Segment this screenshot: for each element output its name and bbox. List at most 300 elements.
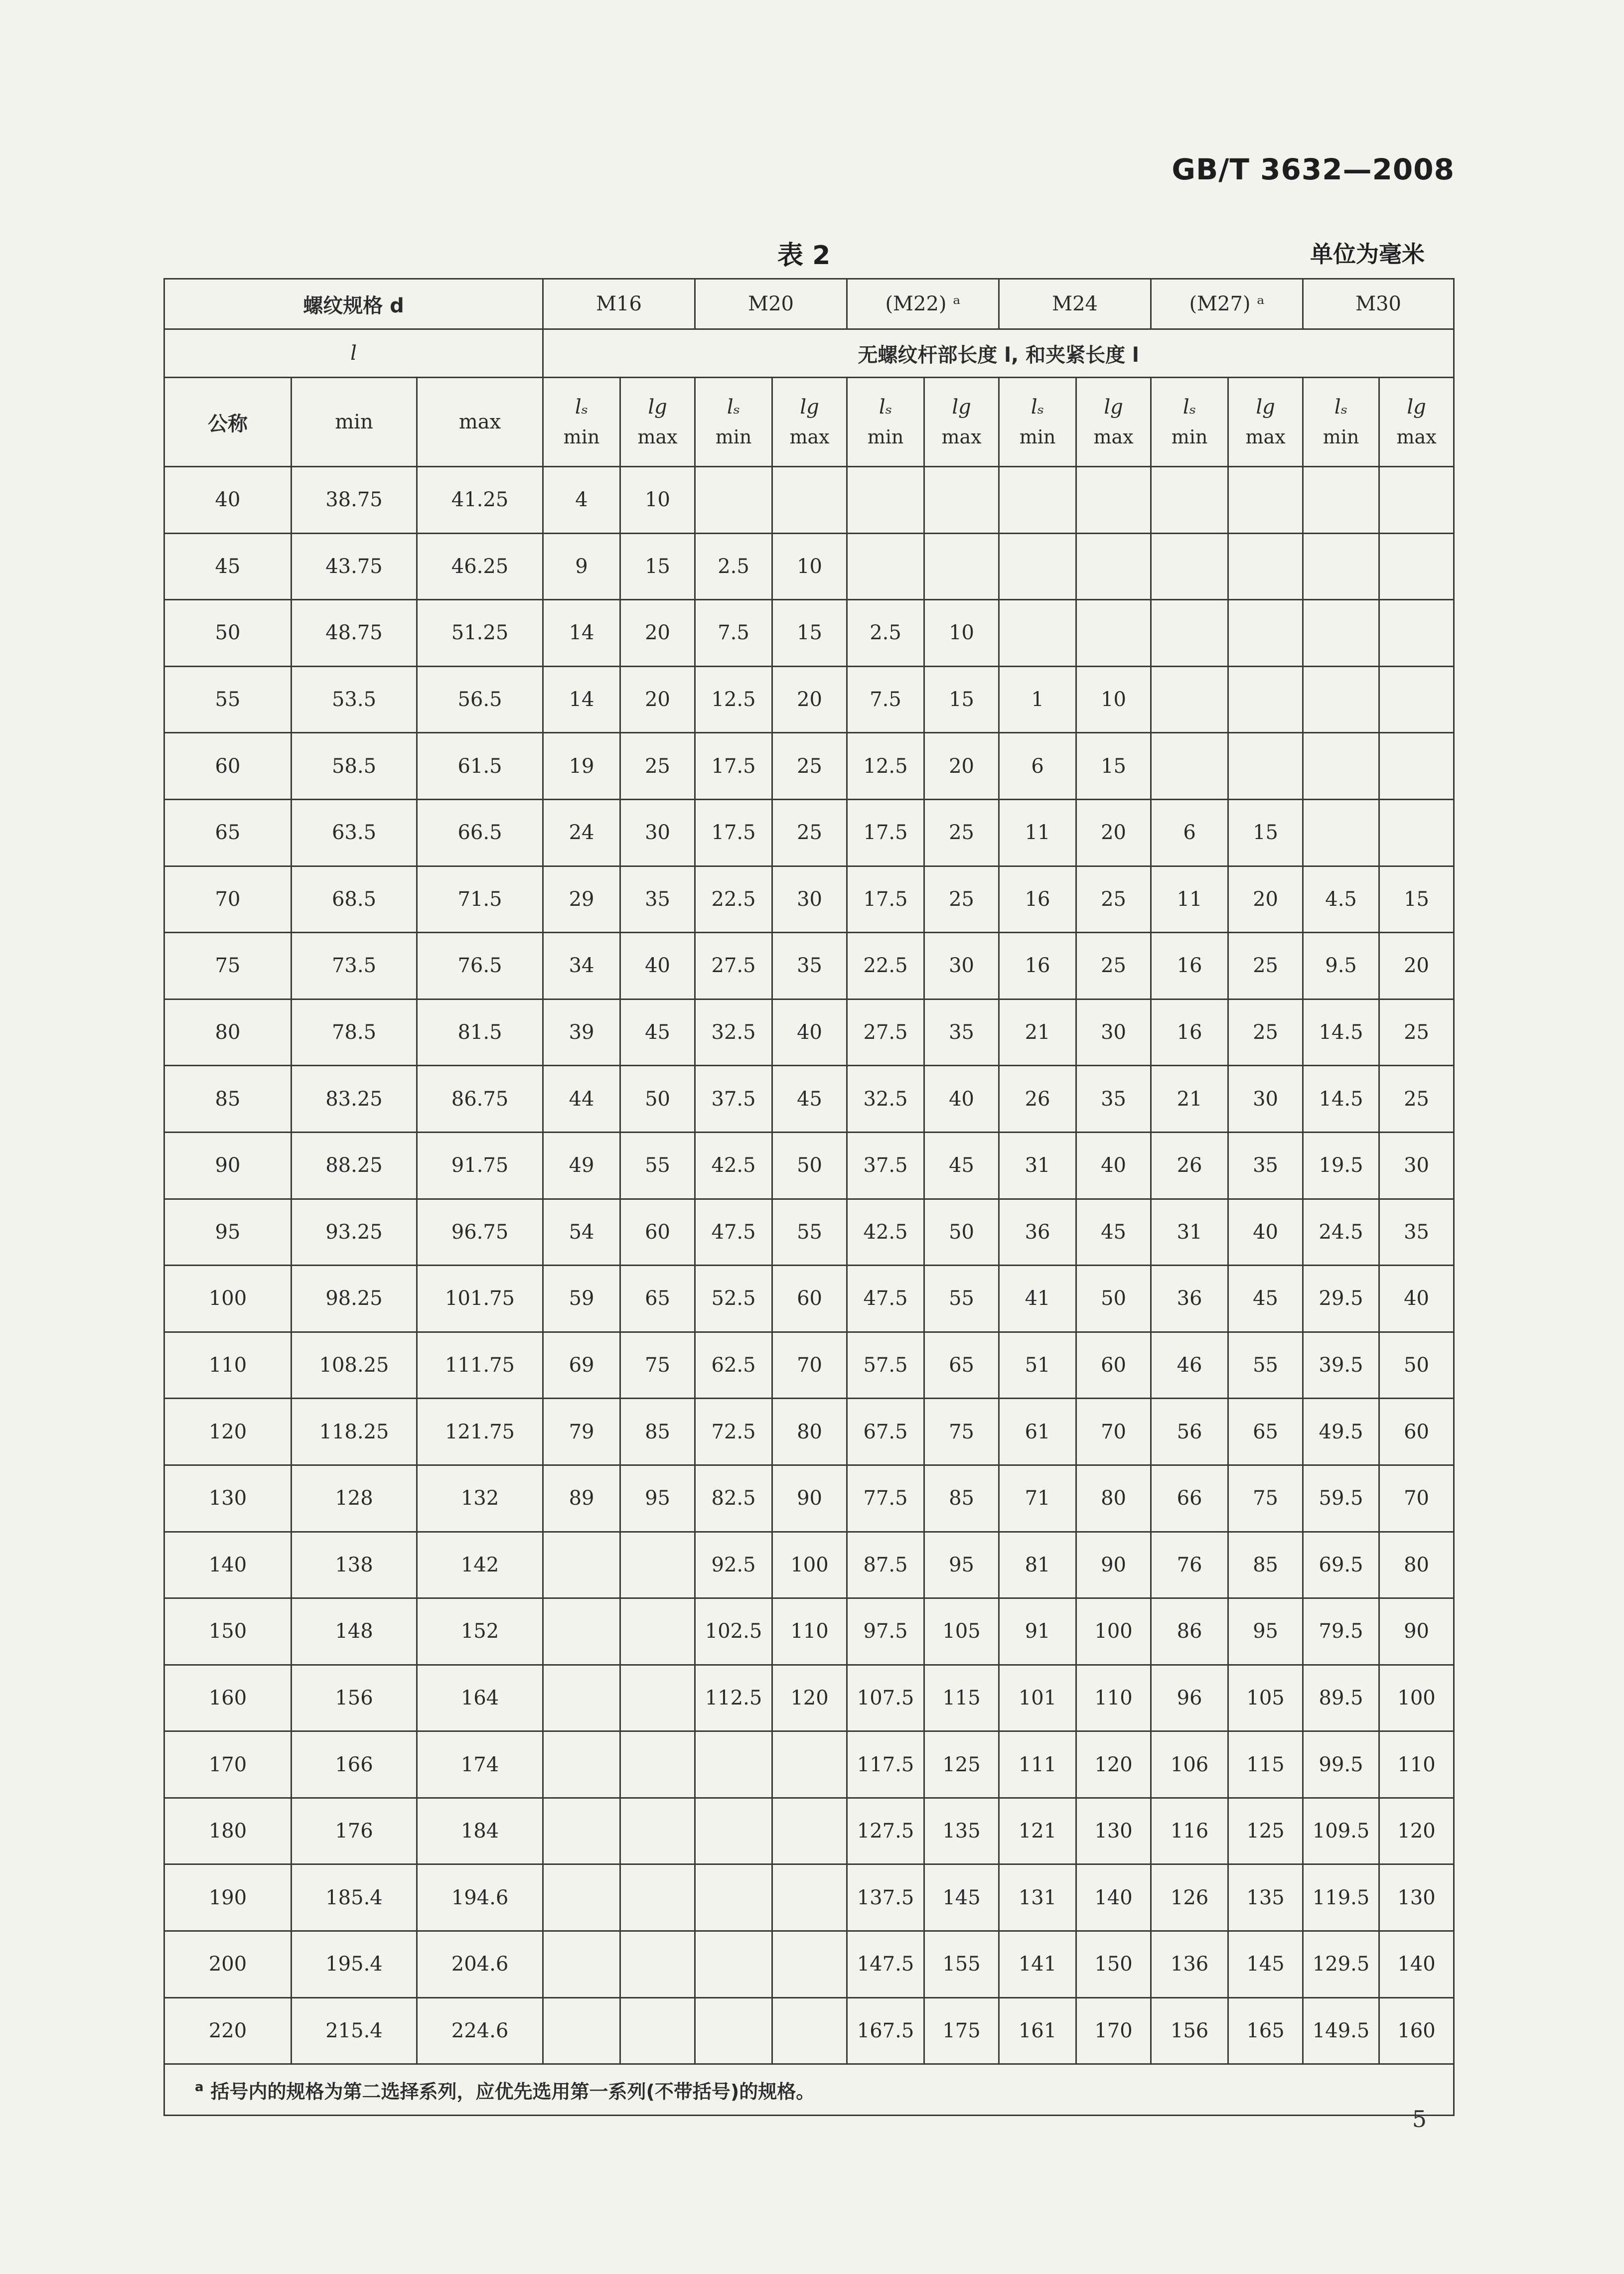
table-row bbox=[164, 1731, 1454, 1798]
table-cell: 92.5 bbox=[695, 1532, 772, 1598]
header-row-sizes bbox=[164, 279, 1454, 329]
table-cell: 31 bbox=[1151, 1199, 1228, 1266]
unit-label: 单位为毫米 bbox=[1310, 241, 1425, 268]
limit-type: min bbox=[715, 426, 752, 448]
table-cell bbox=[1303, 533, 1379, 600]
table-cell: 82.5 bbox=[695, 1465, 772, 1532]
table-cell: 66.5 bbox=[417, 799, 543, 866]
table-cell: 45 bbox=[772, 1066, 847, 1133]
table-cell: 130 bbox=[164, 1465, 292, 1532]
table-cell: 7.5 bbox=[847, 666, 924, 733]
table-cell: 25 bbox=[1228, 933, 1303, 999]
table-cell: 175 bbox=[924, 1997, 999, 2064]
table-cell: 66 bbox=[1151, 1465, 1228, 1532]
table-cell bbox=[1379, 467, 1454, 534]
table-cell: 19.5 bbox=[1303, 1132, 1379, 1199]
limit-type: min bbox=[563, 426, 600, 448]
table-row bbox=[164, 1798, 1454, 1864]
table-cell: 14 bbox=[543, 600, 620, 667]
table-cell: 27.5 bbox=[695, 933, 772, 999]
table-cell: 69.5 bbox=[1303, 1532, 1379, 1598]
size-header: M30 bbox=[1303, 279, 1454, 329]
table-cell: 16 bbox=[1151, 999, 1228, 1066]
table-cell: 22.5 bbox=[695, 866, 772, 933]
standard-code: GB/T 3632—2008 bbox=[1172, 152, 1455, 186]
table-cell: 121.75 bbox=[417, 1399, 543, 1465]
table-cell: 220 bbox=[164, 1997, 292, 2064]
min-header: min bbox=[292, 378, 417, 467]
table-cell: 141 bbox=[999, 1931, 1076, 1998]
bolt-length-table bbox=[163, 278, 1455, 2116]
table-cell bbox=[695, 467, 772, 534]
table-cell: 20 bbox=[924, 733, 999, 800]
table-cell: 14.5 bbox=[1303, 999, 1379, 1066]
table-cell: 57.5 bbox=[847, 1332, 924, 1399]
table-cell: 71 bbox=[999, 1465, 1076, 1532]
table-row bbox=[164, 1132, 1454, 1199]
table-cell: 145 bbox=[924, 1864, 999, 1931]
table-cell: 78.5 bbox=[292, 999, 417, 1066]
table-cell bbox=[772, 467, 847, 534]
table-cell: 25 bbox=[772, 733, 847, 800]
table-cell: 87.5 bbox=[847, 1532, 924, 1598]
table-cell bbox=[620, 1731, 695, 1798]
table-cell: 43.75 bbox=[292, 533, 417, 600]
limit-subheader bbox=[924, 378, 999, 467]
table-cell: 135 bbox=[1228, 1864, 1303, 1931]
table-cell: 95 bbox=[620, 1465, 695, 1532]
table-cell: 119.5 bbox=[1303, 1864, 1379, 1931]
table-cell bbox=[695, 1931, 772, 1998]
table-cell: 105 bbox=[1228, 1665, 1303, 1731]
header-row-l bbox=[164, 329, 1454, 378]
table-cell bbox=[1303, 733, 1379, 800]
table-cell: 107.5 bbox=[847, 1665, 924, 1731]
table-cell: 39 bbox=[543, 999, 620, 1066]
table-cell: 150 bbox=[164, 1598, 292, 1665]
table-cell bbox=[1076, 600, 1151, 667]
table-cell: 22.5 bbox=[847, 933, 924, 999]
table-cell: 45 bbox=[164, 533, 292, 600]
table-cell: 16 bbox=[1151, 933, 1228, 999]
table-cell: 55 bbox=[1228, 1332, 1303, 1399]
table-cell: 68.5 bbox=[292, 866, 417, 933]
table-cell: 80 bbox=[1076, 1465, 1151, 1532]
limit-type: min bbox=[1323, 426, 1359, 448]
table-cell: 7.5 bbox=[695, 600, 772, 667]
table-cell: 16 bbox=[999, 933, 1076, 999]
table-cell: 170 bbox=[1076, 1997, 1151, 2064]
table-cell: 48.75 bbox=[292, 600, 417, 667]
table-cell: 10 bbox=[620, 467, 695, 534]
footnote-row bbox=[164, 2064, 1454, 2116]
limit-subheader bbox=[1076, 378, 1151, 467]
table-row bbox=[164, 1399, 1454, 1465]
table-cell: 50 bbox=[772, 1132, 847, 1199]
table-cell: 174 bbox=[417, 1731, 543, 1798]
table-cell: 63.5 bbox=[292, 799, 417, 866]
table-cell: 130 bbox=[1076, 1798, 1151, 1864]
limit-subheader bbox=[1303, 378, 1379, 467]
table-cell: 142 bbox=[417, 1532, 543, 1598]
table-cell: 42.5 bbox=[847, 1199, 924, 1266]
table-cell: 56 bbox=[1151, 1399, 1228, 1465]
table-row bbox=[164, 1199, 1454, 1266]
table-cell: 91.75 bbox=[417, 1132, 543, 1199]
table-cell: 140 bbox=[1076, 1864, 1151, 1931]
table-cell: 15 bbox=[772, 600, 847, 667]
header-row-limits bbox=[164, 378, 1454, 467]
table-cell: 25 bbox=[620, 733, 695, 800]
table-cell: 132 bbox=[417, 1465, 543, 1532]
table-cell: 156 bbox=[1151, 1997, 1228, 2064]
table-cell: 110 bbox=[772, 1598, 847, 1665]
table-cell: 11 bbox=[1151, 866, 1228, 933]
table-cell: 71.5 bbox=[417, 866, 543, 933]
limit-symbol: lg bbox=[1256, 396, 1275, 419]
table-cell: 110 bbox=[164, 1332, 292, 1399]
table-cell: 17.5 bbox=[847, 799, 924, 866]
table-cell: 140 bbox=[1379, 1931, 1454, 1998]
table-cell bbox=[924, 467, 999, 534]
table-cell: 108.25 bbox=[292, 1332, 417, 1399]
table-cell: 15 bbox=[1228, 799, 1303, 866]
table-cell bbox=[543, 1931, 620, 1998]
limit-subheader bbox=[543, 378, 620, 467]
table-cell: 115 bbox=[924, 1665, 999, 1731]
table-cell: 70 bbox=[164, 866, 292, 933]
table-cell bbox=[772, 1864, 847, 1931]
table-cell bbox=[772, 1997, 847, 2064]
table-cell: 41.25 bbox=[417, 467, 543, 534]
table-cell: 25 bbox=[924, 799, 999, 866]
limit-subheader bbox=[847, 378, 924, 467]
table-cell: 19 bbox=[543, 733, 620, 800]
table-cell: 147.5 bbox=[847, 1931, 924, 1998]
table-cell bbox=[695, 1864, 772, 1931]
table-cell: 60 bbox=[1379, 1399, 1454, 1465]
table-cell: 20 bbox=[1076, 799, 1151, 866]
table-cell: 167.5 bbox=[847, 1997, 924, 2064]
table-cell: 60 bbox=[772, 1266, 847, 1332]
table-cell: 127.5 bbox=[847, 1798, 924, 1864]
table-cell: 156 bbox=[292, 1665, 417, 1731]
size-header: M20 bbox=[695, 279, 847, 329]
size-header: (M27) ᵃ bbox=[1151, 279, 1303, 329]
table-cell: 149.5 bbox=[1303, 1997, 1379, 2064]
table-cell bbox=[772, 1798, 847, 1864]
table-cell: 100 bbox=[772, 1532, 847, 1598]
table-cell: 131 bbox=[999, 1864, 1076, 1931]
table-cell: 135 bbox=[924, 1798, 999, 1864]
table-cell: 86.75 bbox=[417, 1066, 543, 1133]
limit-symbol: lₛ bbox=[879, 396, 892, 419]
table-cell bbox=[1151, 533, 1228, 600]
table-cell bbox=[1379, 799, 1454, 866]
table-cell: 54 bbox=[543, 1199, 620, 1266]
table-cell: 120 bbox=[1076, 1731, 1151, 1798]
nominal-header: 公称 bbox=[164, 378, 292, 467]
footnote-mark: a bbox=[195, 2080, 204, 2095]
table-cell: 148 bbox=[292, 1598, 417, 1665]
table-cell bbox=[1228, 600, 1303, 667]
table-cell: 98.25 bbox=[292, 1266, 417, 1332]
table-cell bbox=[620, 1997, 695, 2064]
table-cell: 50 bbox=[1076, 1266, 1151, 1332]
table-cell: 85 bbox=[164, 1066, 292, 1133]
table-cell: 20 bbox=[1379, 933, 1454, 999]
table-cell: 137.5 bbox=[847, 1864, 924, 1931]
table-cell: 46.25 bbox=[417, 533, 543, 600]
table-cell: 35 bbox=[772, 933, 847, 999]
table-cell: 45 bbox=[620, 999, 695, 1066]
table-cell: 40 bbox=[1379, 1266, 1454, 1332]
limit-subheader bbox=[620, 378, 695, 467]
table-cell bbox=[620, 1665, 695, 1731]
table-cell: 50 bbox=[620, 1066, 695, 1133]
table-cell: 112.5 bbox=[695, 1665, 772, 1731]
table-cell: 40 bbox=[620, 933, 695, 999]
table-cell: 30 bbox=[620, 799, 695, 866]
limit-subheader bbox=[695, 378, 772, 467]
limit-type: max bbox=[941, 426, 982, 448]
table-cell: 55 bbox=[620, 1132, 695, 1199]
table-cell bbox=[620, 1864, 695, 1931]
table-cell: 36 bbox=[999, 1199, 1076, 1266]
table-cell bbox=[772, 1731, 847, 1798]
table-cell: 161 bbox=[999, 1997, 1076, 2064]
table-cell: 61 bbox=[999, 1399, 1076, 1465]
table-cell: 164 bbox=[417, 1665, 543, 1731]
table-cell: 120 bbox=[1379, 1798, 1454, 1864]
table-cell: 75 bbox=[924, 1399, 999, 1465]
table-cell: 12.5 bbox=[695, 666, 772, 733]
table-cell: 85 bbox=[620, 1399, 695, 1465]
table-cell: 70 bbox=[772, 1332, 847, 1399]
table-cell: 25 bbox=[1379, 999, 1454, 1066]
table-row bbox=[164, 467, 1454, 534]
table-cell: 130 bbox=[1379, 1864, 1454, 1931]
table-cell: 79 bbox=[543, 1399, 620, 1465]
table-cell: 15 bbox=[1379, 866, 1454, 933]
table-cell: 224.6 bbox=[417, 1997, 543, 2064]
table-cell: 39.5 bbox=[1303, 1332, 1379, 1399]
table-cell: 17.5 bbox=[695, 733, 772, 800]
table-row bbox=[164, 999, 1454, 1066]
table-cell: 20 bbox=[620, 600, 695, 667]
table-cell: 59.5 bbox=[1303, 1465, 1379, 1532]
table-cell: 194.6 bbox=[417, 1864, 543, 1931]
shank-clamp-length-header: 无螺纹杆部长度 l, 和夹紧长度 l bbox=[543, 329, 1454, 378]
limit-symbol: lg bbox=[800, 396, 819, 419]
table-cell: 59 bbox=[543, 1266, 620, 1332]
table-cell: 40 bbox=[164, 467, 292, 534]
table-cell: 80 bbox=[164, 999, 292, 1066]
table-cell: 65 bbox=[924, 1332, 999, 1399]
table-cell: 4 bbox=[543, 467, 620, 534]
table-cell bbox=[1076, 533, 1151, 600]
table-cell: 67.5 bbox=[847, 1399, 924, 1465]
table-row bbox=[164, 1532, 1454, 1598]
table-cell: 70 bbox=[1379, 1465, 1454, 1532]
limit-symbol: lₛ bbox=[1334, 396, 1348, 419]
table-cell bbox=[1379, 600, 1454, 667]
table-cell bbox=[924, 533, 999, 600]
table-cell: 30 bbox=[772, 866, 847, 933]
table-cell: 83.25 bbox=[292, 1066, 417, 1133]
table-cell bbox=[1303, 467, 1379, 534]
table-cell: 17.5 bbox=[695, 799, 772, 866]
table-cell: 136 bbox=[1151, 1931, 1228, 1998]
table-cell: 121 bbox=[999, 1798, 1076, 1864]
table-cell bbox=[620, 1532, 695, 1598]
table-cell bbox=[1076, 467, 1151, 534]
limit-type: max bbox=[1396, 426, 1437, 448]
table-cell: 95 bbox=[1228, 1598, 1303, 1665]
table-cell: 65 bbox=[1228, 1399, 1303, 1465]
table-cell: 125 bbox=[924, 1731, 999, 1798]
table-row bbox=[164, 1997, 1454, 2064]
table-cell: 12.5 bbox=[847, 733, 924, 800]
table-cell: 20 bbox=[1228, 866, 1303, 933]
table-cell: 44 bbox=[543, 1066, 620, 1133]
table-cell bbox=[772, 1931, 847, 1998]
table-cell: 61.5 bbox=[417, 733, 543, 800]
table-cell: 55 bbox=[772, 1199, 847, 1266]
table-cell: 81 bbox=[999, 1532, 1076, 1598]
table-cell: 129.5 bbox=[1303, 1931, 1379, 1998]
table-cell: 10 bbox=[772, 533, 847, 600]
table-cell: 96 bbox=[1151, 1665, 1228, 1731]
table-cell: 6 bbox=[1151, 799, 1228, 866]
table-cell: 176 bbox=[292, 1798, 417, 1864]
table-cell: 75 bbox=[164, 933, 292, 999]
table-cell: 75 bbox=[620, 1332, 695, 1399]
table-cell: 160 bbox=[1379, 1997, 1454, 2064]
table-cell: 10 bbox=[924, 600, 999, 667]
table-row bbox=[164, 799, 1454, 866]
table-cell: 9 bbox=[543, 533, 620, 600]
table-cell: 45 bbox=[924, 1132, 999, 1199]
table-cell: 165 bbox=[1228, 1997, 1303, 2064]
table-cell: 16 bbox=[999, 866, 1076, 933]
table-cell: 185.4 bbox=[292, 1864, 417, 1931]
table-cell: 15 bbox=[620, 533, 695, 600]
limit-subheader bbox=[999, 378, 1076, 467]
table-cell: 21 bbox=[1151, 1066, 1228, 1133]
table-cell: 60 bbox=[164, 733, 292, 800]
table-cell: 138 bbox=[292, 1532, 417, 1598]
table-cell bbox=[847, 533, 924, 600]
table-cell: 93.25 bbox=[292, 1199, 417, 1266]
table-cell: 88.25 bbox=[292, 1132, 417, 1199]
table-cell: 145 bbox=[1228, 1931, 1303, 1998]
table-cell: 2.5 bbox=[695, 533, 772, 600]
limit-symbol: lg bbox=[648, 396, 667, 419]
table-cell: 24 bbox=[543, 799, 620, 866]
table-cell bbox=[847, 467, 924, 534]
table-cell: 26 bbox=[999, 1066, 1076, 1133]
table-cell: 102.5 bbox=[695, 1598, 772, 1665]
table-cell bbox=[999, 467, 1076, 534]
footnote bbox=[164, 2064, 1454, 2116]
table-cell bbox=[620, 1798, 695, 1864]
table-cell: 55 bbox=[924, 1266, 999, 1332]
table-cell: 110 bbox=[1379, 1731, 1454, 1798]
table-cell: 30 bbox=[924, 933, 999, 999]
table-cell bbox=[1151, 666, 1228, 733]
table-cell bbox=[1379, 533, 1454, 600]
table-cell: 85 bbox=[924, 1465, 999, 1532]
table-cell: 40 bbox=[772, 999, 847, 1066]
table-cell: 47.5 bbox=[847, 1266, 924, 1332]
table-cell: 118.25 bbox=[292, 1399, 417, 1465]
table-cell: 200 bbox=[164, 1931, 292, 1998]
table-cell bbox=[1228, 733, 1303, 800]
table-cell bbox=[1151, 600, 1228, 667]
table-cell: 25 bbox=[1228, 999, 1303, 1066]
table-cell bbox=[1228, 467, 1303, 534]
table-cell: 35 bbox=[620, 866, 695, 933]
table-cell: 160 bbox=[164, 1665, 292, 1731]
table-cell: 190 bbox=[164, 1864, 292, 1931]
size-header: M24 bbox=[999, 279, 1151, 329]
table-cell bbox=[1151, 467, 1228, 534]
table-cell: 47.5 bbox=[695, 1199, 772, 1266]
table-cell bbox=[543, 1997, 620, 2064]
table-cell bbox=[1379, 733, 1454, 800]
table-cell: 40 bbox=[1076, 1132, 1151, 1199]
table-cell: 15 bbox=[924, 666, 999, 733]
table-cell: 50 bbox=[924, 1199, 999, 1266]
table-cell: 65 bbox=[620, 1266, 695, 1332]
length-header: l bbox=[164, 329, 543, 378]
limit-subheader bbox=[1379, 378, 1454, 467]
table-cell: 90 bbox=[1076, 1532, 1151, 1598]
table-cell: 2.5 bbox=[847, 600, 924, 667]
table-cell: 14.5 bbox=[1303, 1066, 1379, 1133]
table-cell: 30 bbox=[1379, 1132, 1454, 1199]
table-cell: 76 bbox=[1151, 1532, 1228, 1598]
limit-subheader bbox=[772, 378, 847, 467]
table-cell: 11 bbox=[999, 799, 1076, 866]
table-caption: 表 2 bbox=[777, 241, 831, 271]
limit-type: max bbox=[789, 426, 830, 448]
table-cell: 53.5 bbox=[292, 666, 417, 733]
table-cell bbox=[695, 1731, 772, 1798]
table-cell: 85 bbox=[1228, 1532, 1303, 1598]
table-cell bbox=[543, 1665, 620, 1731]
table-cell bbox=[620, 1931, 695, 1998]
table-cell bbox=[695, 1997, 772, 2064]
table-cell: 96.75 bbox=[417, 1199, 543, 1266]
table-cell: 20 bbox=[620, 666, 695, 733]
size-header: M16 bbox=[543, 279, 695, 329]
limit-type: min bbox=[1019, 426, 1056, 448]
table-cell: 100 bbox=[1076, 1598, 1151, 1665]
table-cell: 20 bbox=[772, 666, 847, 733]
limit-symbol: lₛ bbox=[575, 396, 589, 419]
table-cell: 40 bbox=[1228, 1199, 1303, 1266]
table-cell: 32.5 bbox=[847, 1066, 924, 1133]
table-cell: 40 bbox=[924, 1066, 999, 1133]
table-cell bbox=[1228, 666, 1303, 733]
table-cell: 25 bbox=[924, 866, 999, 933]
table-cell: 101.75 bbox=[417, 1266, 543, 1332]
table-cell bbox=[543, 1598, 620, 1665]
limit-symbol: lₛ bbox=[727, 396, 740, 419]
table-cell: 115 bbox=[1228, 1731, 1303, 1798]
